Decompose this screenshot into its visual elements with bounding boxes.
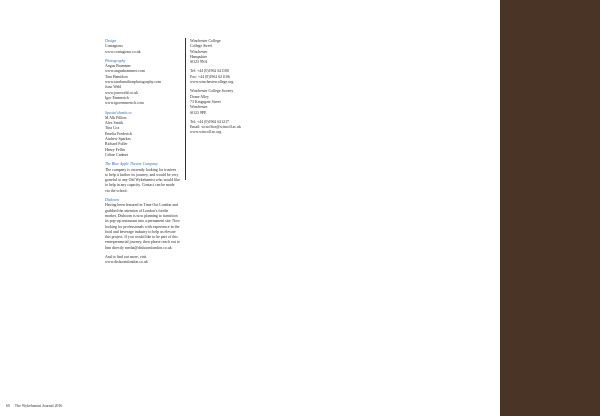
college-address-line: Winchester — [190, 49, 208, 54]
society-address-line: Winchester — [190, 105, 208, 110]
thanks-line: Henry Fellin — [105, 147, 125, 152]
society-address-line: SO23 9PE — [190, 110, 207, 115]
photography-line: www.tarahamiltonphotography.com — [105, 80, 161, 85]
design-heading: Design — [105, 39, 117, 43]
contacts-column-left — [105, 39, 180, 266]
thanks-line: M Alk Fillion — [105, 115, 127, 120]
society-address-line: Dome Alley — [190, 94, 209, 99]
theatre-heading: The Blue Apple Theatre Company — [105, 162, 158, 167]
journal-title: The Wykehamist Journal 2016 — [14, 403, 63, 408]
dishoom-heading: Dishoom — [105, 198, 120, 203]
theatre-paragraph: The company is currently looking for trustees to help it further its journey, and would be very grateful to any Old Wykehamist who would like to help in any capacity. Contact can be made via the school. — [105, 167, 181, 193]
column-divider — [185, 38, 186, 180]
photography-line: Angus Brammer — [105, 64, 131, 69]
college-address-line: SO23 9NA — [190, 60, 208, 65]
thanks-line: Celine Cadmet — [105, 152, 129, 157]
dishoom-closing: And to find out more, visit www.dishoomlondon.co.uk — [105, 254, 148, 265]
college-contact-line: www.winchestercollege.org — [190, 80, 234, 85]
society-contact-line: Tel: +44 (0)1962 621217 — [190, 119, 229, 124]
society-address-line: 73 Kingsgate Street — [190, 99, 221, 104]
thanks-line: Alex Smith — [105, 121, 123, 126]
thanks-line: Andrew Sparkes — [105, 137, 131, 142]
society-contact-line: Email: wcsoffice@wincoll.ac.uk — [190, 125, 241, 130]
photography-line: www.jonowehl.co.uk — [105, 90, 139, 95]
society-contact-line: www.wincoll.ac.org — [190, 130, 222, 135]
thanks-line: Richard Fuller — [105, 142, 128, 147]
photography-line: Jono Wehl — [105, 85, 122, 90]
photography-line: Tara Hamilton — [105, 74, 128, 79]
right-page-brown-panel — [500, 0, 600, 416]
thanks-line: Emelia Frederick — [105, 131, 132, 136]
page-footer — [6, 404, 66, 408]
photography-line: www.igoremmerich.com — [105, 101, 144, 106]
design-line: www.contagious.co.uk — [105, 49, 141, 54]
thanks-line: Tina Cox — [105, 126, 120, 131]
college-address-line: Winchester College — [190, 39, 221, 43]
contacts-column-right — [190, 39, 270, 136]
college-address-line: College Street — [190, 44, 213, 49]
college-contact-line: Tel: +44 (0)1962 621100 — [190, 69, 229, 74]
photography-heading: Photography — [105, 58, 126, 63]
page-number: 60 — [6, 403, 10, 408]
photography-line: Igor Emmerich — [105, 95, 129, 100]
dishoom-paragraph: Having been featured in Time Out London and grabbed the attention of London's foodie market, Dishoom is now planning to transition its pop-up restaurant into a permanent site. Now looking for professionals with experience in the food and beverage industry to help us elevate this project. If you would like to be part of this entrepreneurial journey, then please reach out to him directly media@dishoomlondon.co.uk — [105, 203, 180, 250]
college-contact-line: Fax: +44 (0)1962 621106 — [190, 74, 230, 79]
design-line: Contagious — [105, 44, 123, 49]
college-address-line: Hampshire — [190, 54, 208, 59]
photography-line: www.angusbrammer.com — [105, 69, 145, 74]
thanks-heading: Special thanks to — [105, 110, 132, 115]
society-address-line: Winchester College Society — [190, 89, 234, 94]
